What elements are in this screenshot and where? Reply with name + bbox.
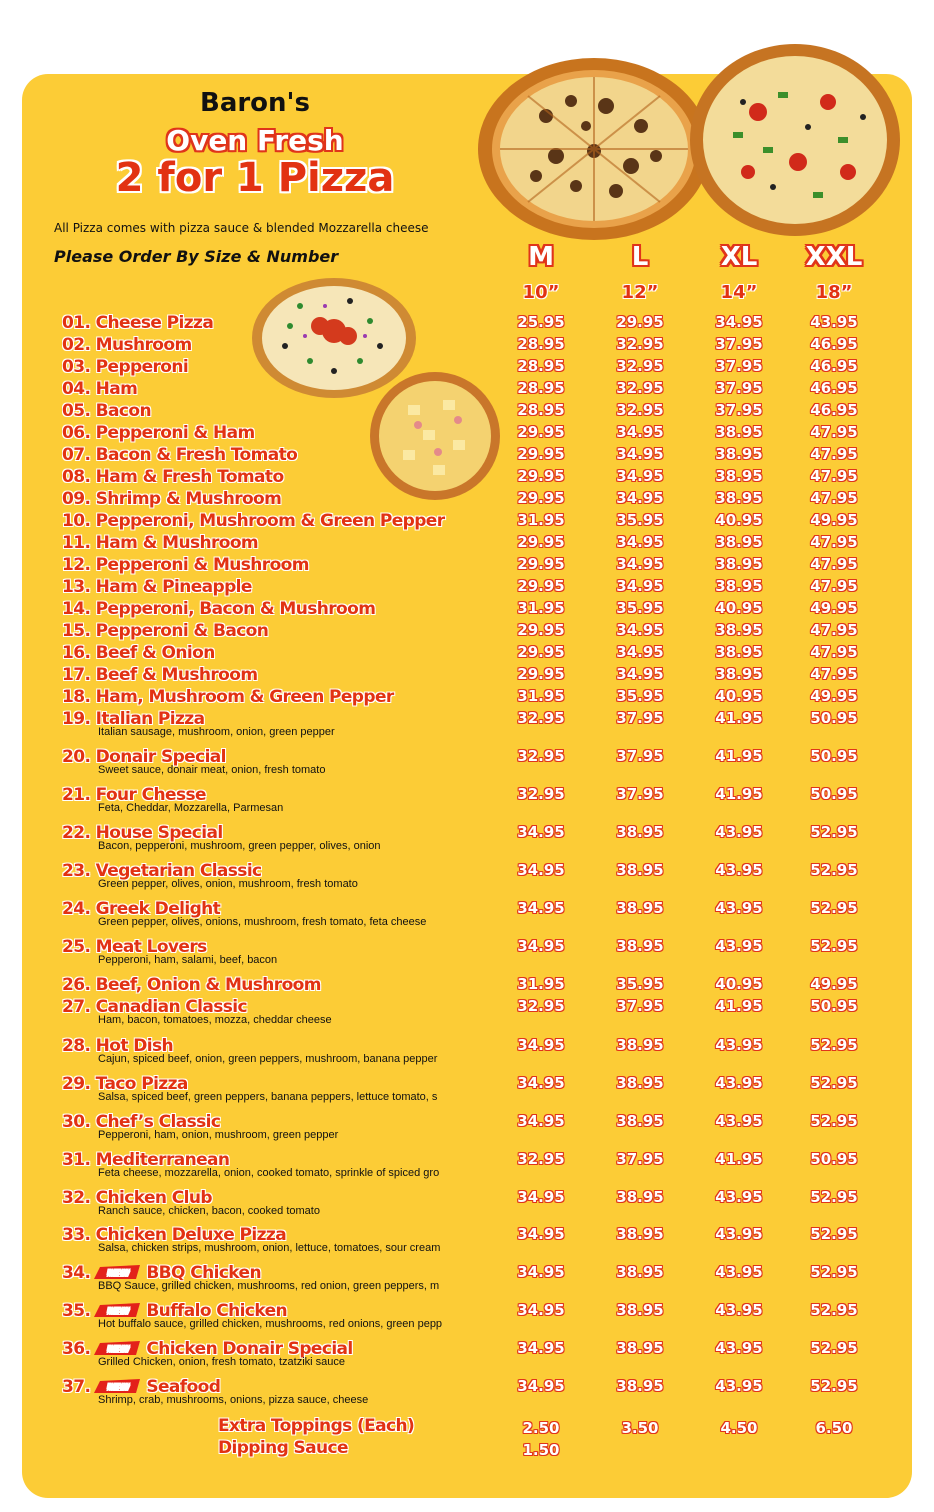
menu-item-description: Ham, bacon, tomatoes, mozza, cheddar cheese — [98, 1014, 332, 1026]
item-title: Vegetarian Classic — [95, 861, 262, 881]
menu-item-price: 34.95 — [616, 665, 664, 683]
menu-item-price: 28.95 — [517, 335, 565, 353]
item-title: Ham & Mushroom — [95, 533, 259, 553]
item-number: 22. — [62, 823, 91, 843]
menu-item-price: 37.95 — [715, 379, 763, 397]
menu-item-price: 38.95 — [616, 1377, 664, 1395]
item-number: 03. — [62, 357, 91, 377]
menu-item-name — [62, 533, 500, 553]
item-number: 32. — [62, 1188, 91, 1208]
menu-item-price: 46.95 — [810, 335, 858, 353]
menu-item-price: 38.95 — [616, 1339, 664, 1357]
item-title: Bacon & Fresh Tomato — [95, 445, 298, 465]
item-number: 01. — [62, 313, 91, 333]
menu-item-price: 50.95 — [810, 785, 858, 803]
menu-item-price: 34.95 — [517, 1036, 565, 1054]
menu-item-price: 29.95 — [517, 665, 565, 683]
size-inches: 12” — [621, 282, 659, 303]
item-title: Beef, Onion & Mushroom — [95, 975, 321, 995]
item-number: 28. — [62, 1036, 91, 1056]
item-number: 27. — [62, 997, 91, 1017]
menu-item-price: 43.95 — [715, 1036, 763, 1054]
pizza-image-supreme — [688, 42, 902, 238]
item-title: Buffalo Chicken — [146, 1301, 288, 1321]
menu-item-price: 47.95 — [810, 665, 858, 683]
menu-item-name — [62, 313, 500, 333]
menu-item-price: 34.95 — [616, 555, 664, 573]
menu-item-price: 34.95 — [517, 823, 565, 841]
menu-item-price: 32.95 — [517, 747, 565, 765]
menu-item-price: 35.95 — [616, 599, 664, 617]
menu-item-price: 52.95 — [810, 1377, 858, 1395]
item-number: 35. — [62, 1301, 91, 1321]
menu-item-price: 52.95 — [810, 1263, 858, 1281]
menu-item-price: 34.95 — [616, 643, 664, 661]
menu-item-price: 43.95 — [715, 861, 763, 879]
menu-item-description: Sweet sauce, donair meat, onion, fresh tomato — [98, 764, 326, 776]
item-title: Ham, Mushroom & Green Pepper — [95, 687, 394, 707]
menu-item-price: 34.95 — [517, 1074, 565, 1092]
item-number: 02. — [62, 335, 91, 355]
item-number: 16. — [62, 643, 91, 663]
item-number: 07. — [62, 445, 91, 465]
menu-item-price: 38.95 — [616, 1263, 664, 1281]
menu-item-description: Shrimp, crab, mushrooms, onions, pizza sauce, cheese — [98, 1394, 369, 1406]
menu-item-price: 32.95 — [616, 357, 664, 375]
item-number: 20. — [62, 747, 91, 767]
menu-item-description: Feta cheese, mozzarella, onion, cooked tomato, sprinkle of spiced gro — [98, 1167, 440, 1179]
menu-item-description: Green pepper, olives, onion, mushroom, fresh tomato — [98, 878, 358, 890]
size-label: L — [631, 242, 649, 272]
extra-price: 4.50 — [720, 1419, 758, 1437]
menu-item-name — [62, 643, 500, 663]
menu-item-description: Hot buffalo sauce, grilled chicken, mushrooms, red onions, green pepp — [98, 1318, 443, 1330]
order-hint: Please Order By Size & Number — [54, 247, 339, 266]
menu-item-price: 47.95 — [810, 489, 858, 507]
menu-item-price: 46.95 — [810, 357, 858, 375]
menu-item-description: BBQ Sauce, grilled chicken, mushrooms, red onion, green peppers, m — [98, 1280, 440, 1292]
item-title: Pepperoni & Mushroom — [95, 555, 309, 575]
menu-item-price: 46.95 — [810, 401, 858, 419]
item-number: 19. — [62, 709, 91, 729]
item-title: BBQ Chicken — [146, 1263, 261, 1283]
menu-item-price: 29.95 — [517, 423, 565, 441]
menu-item-name — [62, 423, 500, 443]
menu-item-price: 38.95 — [616, 1188, 664, 1206]
menu-item-price: 34.95 — [715, 313, 763, 331]
menu-item-name — [62, 357, 500, 377]
menu-item-price: 34.95 — [616, 621, 664, 639]
menu-item-price: 50.95 — [810, 1150, 858, 1168]
menu-item-price: 29.95 — [517, 577, 565, 595]
item-title: Pepperoni — [95, 357, 189, 377]
menu-item-price: 37.95 — [616, 747, 664, 765]
item-number: 33. — [62, 1225, 91, 1245]
menu-item-description: Pepperoni, ham, salami, beef, bacon — [98, 954, 278, 966]
menu-item-price: 50.95 — [810, 747, 858, 765]
menu-item-price: 34.95 — [616, 467, 664, 485]
menu-item-price: 43.95 — [715, 1188, 763, 1206]
menu-item-price: 29.95 — [517, 621, 565, 639]
menu-item-price: 34.95 — [616, 577, 664, 595]
menu-item-price: 43.95 — [715, 899, 763, 917]
menu-item-price: 34.95 — [616, 423, 664, 441]
menu-item-price: 52.95 — [810, 1301, 858, 1319]
menu-item-price: 47.95 — [810, 467, 858, 485]
menu-item-price: 32.95 — [517, 997, 565, 1015]
item-title: Mediterranean — [95, 1150, 230, 1170]
item-number: 26. — [62, 975, 91, 995]
item-title: Hot Dish — [95, 1036, 173, 1056]
menu-item-price: 38.95 — [715, 665, 763, 683]
offer-title: 2 for 1 Pizza — [115, 155, 395, 201]
item-title: Chef’s Classic — [95, 1112, 221, 1132]
menu-item-price: 34.95 — [616, 445, 664, 463]
menu-item-name — [62, 665, 500, 685]
menu-item-price: 31.95 — [517, 975, 565, 993]
menu-item-price: 38.95 — [715, 467, 763, 485]
menu-item-price: 43.95 — [715, 1112, 763, 1130]
sauce-note: All Pizza comes with pizza sauce & blended Mozzarella cheese — [54, 221, 429, 235]
menu-item-price: 52.95 — [810, 1112, 858, 1130]
menu-item-name — [62, 401, 500, 421]
menu-item-price: 32.95 — [616, 335, 664, 353]
item-title: Cheese Pizza — [95, 313, 214, 333]
item-title: Bacon — [95, 401, 151, 421]
menu-item-price: 49.95 — [810, 511, 858, 529]
item-title: Chicken Donair Special — [146, 1339, 353, 1359]
item-number: 25. — [62, 937, 91, 957]
menu-item-price: 34.95 — [517, 899, 565, 917]
menu-item-price: 49.95 — [810, 975, 858, 993]
item-title: Donair Special — [95, 747, 226, 767]
size-label: XXL — [805, 242, 863, 272]
menu-item-price: 43.95 — [715, 1301, 763, 1319]
menu-item-price: 37.95 — [715, 357, 763, 375]
menu-item-price: 38.95 — [616, 1036, 664, 1054]
item-number: 23. — [62, 861, 91, 881]
size-label: M — [528, 242, 554, 272]
menu-item-price: 35.95 — [616, 511, 664, 529]
menu-item-name — [62, 687, 500, 707]
menu-item-price: 41.95 — [715, 747, 763, 765]
size-label: XL — [720, 242, 758, 272]
new-badge-text: NEW — [107, 1269, 130, 1279]
item-title: Ham & Fresh Tomato — [95, 467, 284, 487]
menu-item-price: 28.95 — [517, 357, 565, 375]
menu-item-price: 40.95 — [715, 975, 763, 993]
item-title: Ham — [95, 379, 138, 399]
menu-item-name — [62, 489, 500, 509]
item-number: 18. — [62, 687, 91, 707]
menu-item-name — [62, 445, 500, 465]
item-title: House Special — [95, 823, 223, 843]
menu-item-price: 25.95 — [517, 313, 565, 331]
menu-item-price: 32.95 — [517, 709, 565, 727]
item-number: 34. — [62, 1263, 91, 1283]
item-title: Pepperoni, Mushroom & Green Pepper — [95, 511, 445, 531]
extra-price: 2.50 — [522, 1419, 560, 1437]
extra-price: 6.50 — [815, 1419, 853, 1437]
menu-item-price: 37.95 — [616, 785, 664, 803]
item-title: Shrimp & Mushroom — [95, 489, 282, 509]
size-inches: 10” — [522, 282, 560, 303]
item-title: Four Chesse — [95, 785, 206, 805]
extra-price: 3.50 — [621, 1419, 659, 1437]
item-number: 37. — [62, 1377, 91, 1397]
new-badge-text: NEW — [107, 1307, 130, 1317]
size-inches: 18” — [815, 282, 853, 303]
item-number: 05. — [62, 401, 91, 421]
menu-item-price: 31.95 — [517, 687, 565, 705]
extra-label: Extra Toppings (Each) — [218, 1416, 415, 1436]
menu-item-description: Feta, Cheddar, Mozzarella, Parmesan — [98, 802, 284, 814]
item-title: Pepperoni, Bacon & Mushroom — [95, 599, 376, 619]
menu-item-description: Salsa, chicken strips, mushroom, onion, lettuce, tomatoes, sour cream — [98, 1242, 441, 1254]
menu-item-description: Italian sausage, mushroom, onion, green pepper — [98, 726, 335, 738]
menu-item-price: 52.95 — [810, 1074, 858, 1092]
menu-item-price: 38.95 — [616, 1301, 664, 1319]
menu-item-description: Bacon, pepperoni, mushroom, green pepper, olives, onion — [98, 840, 381, 852]
menu-item-price: 52.95 — [810, 823, 858, 841]
menu-item-price: 28.95 — [517, 379, 565, 397]
menu-item-price: 40.95 — [715, 511, 763, 529]
item-title: Taco Pizza — [95, 1074, 188, 1094]
menu-item-price: 37.95 — [715, 335, 763, 353]
menu-item-description: Ranch sauce, chicken, bacon, cooked tomato — [98, 1205, 320, 1217]
menu-item-price: 32.95 — [616, 379, 664, 397]
menu-item-price: 28.95 — [517, 401, 565, 419]
menu-item-price: 43.95 — [715, 937, 763, 955]
menu-item-price: 43.95 — [715, 1377, 763, 1395]
menu-item-name — [62, 511, 500, 531]
item-title: Chicken Club — [95, 1188, 212, 1208]
item-title: Pepperoni & Ham — [95, 423, 255, 443]
menu-item-price: 32.95 — [517, 1150, 565, 1168]
menu-item-name — [62, 379, 500, 399]
item-number: 11. — [62, 533, 91, 553]
tagline: Oven Fresh — [166, 124, 344, 157]
item-title: Meat Lovers — [95, 937, 207, 957]
pizza-image-beef — [476, 56, 712, 242]
menu-item-price: 52.95 — [810, 1225, 858, 1243]
new-badge-text: NEW — [107, 1383, 130, 1393]
menu-item-price: 38.95 — [616, 823, 664, 841]
menu-item-price: 43.95 — [715, 1263, 763, 1281]
menu-item-price: 38.95 — [616, 899, 664, 917]
menu-item-price: 40.95 — [715, 599, 763, 617]
menu-item-description: Cajun, spiced beef, onion, green peppers, mushroom, banana pepper — [98, 1053, 438, 1065]
menu-item-price: 38.95 — [616, 1074, 664, 1092]
menu-item-price: 47.95 — [810, 643, 858, 661]
menu-item-price: 29.95 — [517, 533, 565, 551]
menu-item-price: 52.95 — [810, 1339, 858, 1357]
menu-item-price: 37.95 — [616, 1150, 664, 1168]
menu-item-price: 52.95 — [810, 937, 858, 955]
menu-item-name — [62, 577, 500, 597]
menu-item-price: 43.95 — [810, 313, 858, 331]
menu-item-description: Salsa, spiced beef, green peppers, banana peppers, lettuce tomato, s — [98, 1091, 438, 1103]
menu-item-price: 34.95 — [517, 861, 565, 879]
menu-item-price: 34.95 — [517, 1301, 565, 1319]
menu-item-price: 37.95 — [616, 709, 664, 727]
menu-item-price: 47.95 — [810, 577, 858, 595]
brand-name: Baron's — [200, 88, 310, 118]
item-title: Canadian Classic — [95, 997, 247, 1017]
menu-item-price: 37.95 — [715, 401, 763, 419]
menu-item-price: 49.95 — [810, 687, 858, 705]
item-number: 29. — [62, 1074, 91, 1094]
item-number: 21. — [62, 785, 91, 805]
menu-item-name — [62, 335, 500, 355]
menu-item-price: 52.95 — [810, 1188, 858, 1206]
item-title: Beef & Mushroom — [95, 665, 258, 685]
menu-item-price: 38.95 — [715, 555, 763, 573]
menu-item-price: 47.95 — [810, 423, 858, 441]
menu-item-price: 37.95 — [616, 997, 664, 1015]
menu-item-price: 38.95 — [616, 1112, 664, 1130]
menu-item-name — [62, 555, 500, 575]
menu-item-price: 38.95 — [715, 423, 763, 441]
menu-item-price: 29.95 — [517, 555, 565, 573]
menu-item-price: 43.95 — [715, 1225, 763, 1243]
menu-item-price: 29.95 — [517, 467, 565, 485]
menu-item-name — [62, 599, 500, 619]
menu-item-price: 38.95 — [715, 489, 763, 507]
menu-item-price: 38.95 — [715, 643, 763, 661]
menu-item-price: 47.95 — [810, 621, 858, 639]
menu-item-price: 38.95 — [616, 1225, 664, 1243]
item-number: 08. — [62, 467, 91, 487]
menu-item-description: Grilled Chicken, onion, fresh tomato, tzatziki sauce — [98, 1356, 346, 1368]
item-title: Beef & Onion — [95, 643, 215, 663]
menu-item-price: 40.95 — [715, 687, 763, 705]
item-title: Seafood — [146, 1377, 221, 1397]
item-number: 14. — [62, 599, 91, 619]
menu-item-price: 34.95 — [517, 1377, 565, 1395]
menu-item-price: 52.95 — [810, 899, 858, 917]
menu-item-name — [62, 621, 500, 641]
menu-item-name — [62, 467, 500, 487]
menu-item-price: 35.95 — [616, 687, 664, 705]
menu-item-name — [62, 975, 500, 995]
menu-item-price: 34.95 — [616, 489, 664, 507]
menu-item-description: Green pepper, olives, onions, mushroom, fresh tomato, feta cheese — [98, 916, 427, 928]
item-number: 24. — [62, 899, 91, 919]
item-number: 36. — [62, 1339, 91, 1359]
menu-item-price: 29.95 — [616, 313, 664, 331]
item-title: Chicken Deluxe Pizza — [95, 1225, 287, 1245]
menu-item-price: 46.95 — [810, 379, 858, 397]
item-number: 06. — [62, 423, 91, 443]
menu-item-price: 38.95 — [616, 937, 664, 955]
item-title: Greek Delight — [95, 899, 221, 919]
menu-item-price: 34.95 — [517, 1225, 565, 1243]
menu-item-price: 38.95 — [715, 577, 763, 595]
menu-item-price: 34.95 — [616, 533, 664, 551]
menu-item-price: 34.95 — [517, 1263, 565, 1281]
menu-item-price: 41.95 — [715, 785, 763, 803]
menu-item-price: 43.95 — [715, 1074, 763, 1092]
menu-item-description: Pepperoni, ham, onion, mushroom, green pepper — [98, 1129, 339, 1141]
menu-item-price: 41.95 — [715, 709, 763, 727]
menu-item-price: 50.95 — [810, 709, 858, 727]
item-number: 10. — [62, 511, 91, 531]
menu-item-price: 34.95 — [517, 1112, 565, 1130]
menu-item-price: 41.95 — [715, 1150, 763, 1168]
menu-item-price: 35.95 — [616, 975, 664, 993]
extra-price: 1.50 — [522, 1441, 560, 1459]
item-number: 31. — [62, 1150, 91, 1170]
extra-label: Dipping Sauce — [218, 1438, 348, 1458]
menu-item-price: 47.95 — [810, 533, 858, 551]
menu-item-price: 34.95 — [517, 1339, 565, 1357]
menu-item-price: 31.95 — [517, 511, 565, 529]
menu-item-price: 32.95 — [517, 785, 565, 803]
menu-item-price: 50.95 — [810, 997, 858, 1015]
item-number: 15. — [62, 621, 91, 641]
menu-item-price: 52.95 — [810, 1036, 858, 1054]
menu-item-price: 32.95 — [616, 401, 664, 419]
item-number: 13. — [62, 577, 91, 597]
menu-item-price: 34.95 — [517, 937, 565, 955]
size-inches: 14” — [720, 282, 758, 303]
item-number: 12. — [62, 555, 91, 575]
menu-item-price: 47.95 — [810, 555, 858, 573]
menu-item-price: 38.95 — [715, 533, 763, 551]
menu-item-price: 31.95 — [517, 599, 565, 617]
menu-item-price: 34.95 — [517, 1188, 565, 1206]
item-title: Pepperoni & Bacon — [95, 621, 269, 641]
menu-item-price: 29.95 — [517, 445, 565, 463]
item-number: 17. — [62, 665, 91, 685]
item-number: 09. — [62, 489, 91, 509]
menu-item-price: 43.95 — [715, 823, 763, 841]
menu-item-price: 38.95 — [715, 621, 763, 639]
menu-item-price: 47.95 — [810, 445, 858, 463]
item-number: 04. — [62, 379, 91, 399]
menu-item-price: 49.95 — [810, 599, 858, 617]
menu-item-price: 52.95 — [810, 861, 858, 879]
item-title: Italian Pizza — [95, 709, 205, 729]
item-number: 30. — [62, 1112, 91, 1132]
menu-item-price: 43.95 — [715, 1339, 763, 1357]
menu-item-price: 38.95 — [715, 445, 763, 463]
menu-item-price: 38.95 — [616, 861, 664, 879]
new-badge-text: NEW — [107, 1345, 130, 1355]
menu-item-price: 29.95 — [517, 489, 565, 507]
item-title: Ham & Pineapple — [95, 577, 252, 597]
menu-item-price: 41.95 — [715, 997, 763, 1015]
menu-item-price: 29.95 — [517, 643, 565, 661]
item-title: Mushroom — [95, 335, 192, 355]
